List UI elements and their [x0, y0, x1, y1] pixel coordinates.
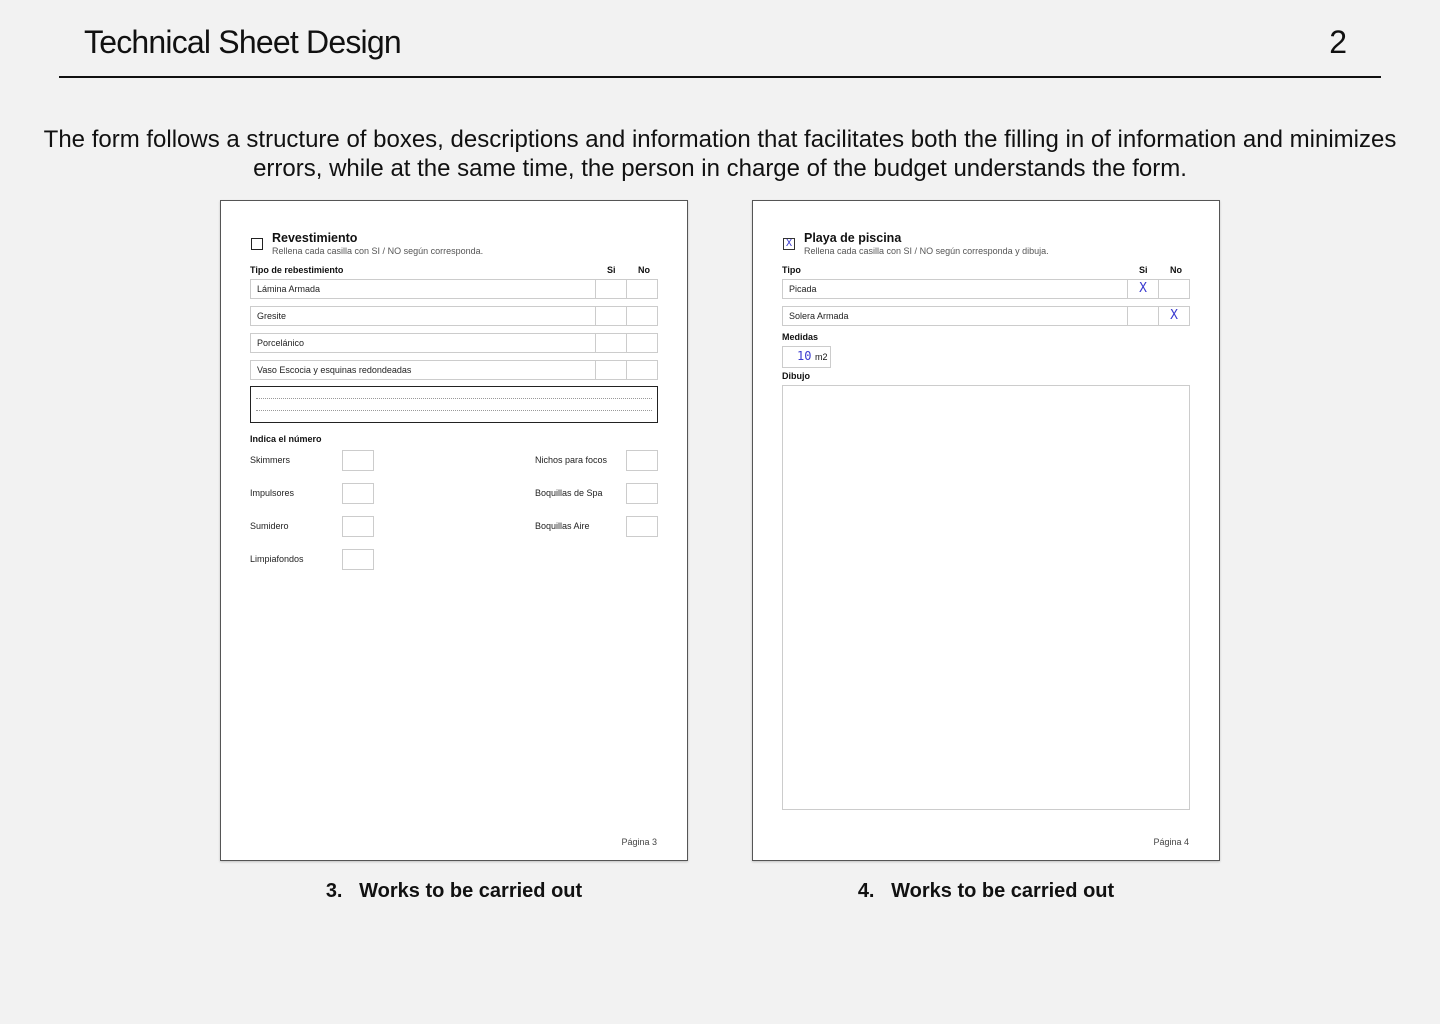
count-label: Limpiafondos	[250, 554, 304, 564]
no-cell[interactable]	[626, 280, 657, 298]
si-cell[interactable]: X	[1127, 280, 1158, 298]
count-label: Boquillas Aire	[535, 521, 590, 531]
no-cell[interactable]	[1158, 280, 1189, 298]
count-label: Boquillas de Spa	[535, 488, 603, 498]
intro-text: The form follows a structure of boxes, descriptions and information that facilitates both the filling in of information and minimizes errors, while at the same time, the person in charge of the budget understands the form.	[43, 126, 1397, 182]
header-divider	[59, 76, 1381, 78]
measure-value: 10	[797, 349, 812, 363]
section-checkbox[interactable]	[251, 238, 263, 250]
count-input[interactable]	[342, 516, 374, 537]
count-input[interactable]	[342, 450, 374, 471]
table-row	[250, 279, 658, 299]
si-cell[interactable]	[595, 307, 626, 325]
si-cell[interactable]	[595, 361, 626, 379]
no-header: No	[1170, 265, 1182, 275]
measures-label: Medidas	[782, 332, 819, 342]
page-footer: Página 3	[621, 837, 657, 847]
form-page-4	[752, 200, 1220, 861]
table-row	[250, 333, 658, 353]
row-label: Lámina Armada	[257, 284, 321, 294]
row-label: Solera Armada	[789, 311, 849, 321]
si-header: Si	[607, 265, 616, 275]
table-row	[782, 279, 1190, 299]
si-header: Si	[1139, 265, 1148, 275]
slide-number: 2	[1329, 24, 1347, 60]
section-title: Playa de piscina	[804, 231, 902, 245]
form-page-3	[220, 200, 688, 861]
no-header: No	[638, 265, 650, 275]
row-label: Gresite	[257, 311, 287, 321]
instructions: Rellena cada casilla con SI / NO según corresponda.	[272, 246, 484, 256]
section-title: Revestimiento	[272, 231, 358, 245]
page-footer: Página 4	[1153, 837, 1189, 847]
count-label: Nichos para focos	[535, 455, 608, 465]
measure-unit: m2	[815, 352, 828, 362]
section-checkbox[interactable]: X	[783, 238, 795, 250]
count-label: Skimmers	[250, 455, 290, 465]
count-input[interactable]	[626, 483, 658, 504]
row-label: Picada	[789, 284, 817, 294]
table-row	[782, 306, 1190, 326]
row-label: Porcelánico	[257, 338, 305, 348]
no-cell[interactable]: X	[1158, 307, 1189, 325]
drawing-label: Dibujo	[782, 371, 810, 381]
table-row	[250, 360, 658, 380]
count-title: Indica el número	[250, 434, 322, 444]
count-label: Impulsores	[250, 488, 295, 498]
no-cell[interactable]	[626, 334, 657, 352]
count-input[interactable]	[342, 549, 374, 570]
si-cell[interactable]	[595, 280, 626, 298]
page-title: Technical Sheet Design	[84, 24, 401, 60]
column-header: Tipo	[782, 265, 801, 275]
column-header: Tipo de rebestimiento	[250, 265, 344, 275]
caption-page-3: 3. Works to be carried out	[325, 880, 583, 902]
count-input[interactable]	[626, 516, 658, 537]
instructions: Rellena cada casilla con SI / NO según corresponda y dibuja.	[804, 246, 1049, 256]
count-input[interactable]	[626, 450, 658, 471]
no-cell[interactable]	[626, 307, 657, 325]
count-label: Sumidero	[250, 521, 289, 531]
row-label: Vaso Escocia y esquinas redondeadas	[257, 365, 412, 375]
caption-page-4: 4. Works to be carried out	[857, 880, 1115, 902]
no-cell[interactable]	[626, 361, 657, 379]
si-cell[interactable]	[1127, 307, 1158, 325]
count-input[interactable]	[342, 483, 374, 504]
table-row	[250, 306, 658, 326]
measure-input[interactable]	[782, 346, 831, 368]
si-cell[interactable]	[595, 334, 626, 352]
drawing-area[interactable]	[782, 385, 1190, 810]
notes-textarea[interactable]	[250, 386, 658, 423]
